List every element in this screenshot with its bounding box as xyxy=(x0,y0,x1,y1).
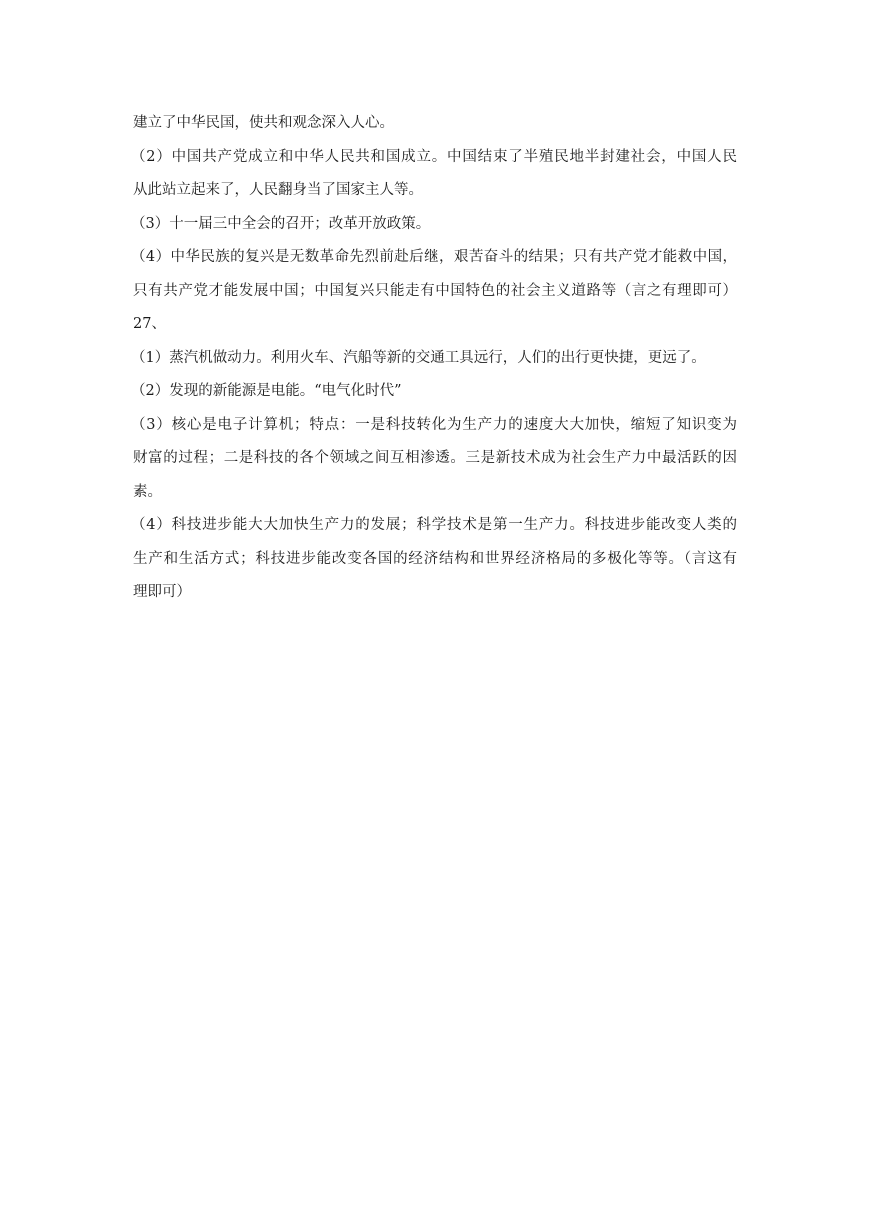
q26-part2-line1: （2）中国共产党成立和中华人民共和国成立。中国结束了半殖民地半封建社会，中国人民 xyxy=(131,148,737,165)
q27-part3-line3: 素。 xyxy=(133,483,162,500)
q27-part4-line1: （4）科技进步能大大加快生产力的发展；科学技术是第一生产力。科技进步能改变人类的 xyxy=(131,517,737,533)
answer-text-block xyxy=(133,109,737,612)
q27-number: 27、 xyxy=(133,316,166,332)
q27-part1: （1）蒸汽机做动力。利用火车、汽船等新的交通工具远行，人们的出行更快捷，更远了。 xyxy=(131,349,706,366)
q26-part2-line2: 从此站立起来了，人民翻身当了国家主人等。 xyxy=(133,182,423,198)
q27-part2: （2）发现的新能源是电能。“电气化时代” xyxy=(131,383,402,399)
q26-part1-tail: 建立了中华民国，使共和观念深入人心。 xyxy=(133,115,394,131)
q26-part3: （3）十一届三中全会的召开；改革开放政策。 xyxy=(131,215,431,232)
q26-part4-line1: （4）中华民族的复兴是无数革命先烈前赴后继，艰苦奋斗的结果；只有共产党才能救中国， xyxy=(131,249,737,265)
q27-part3-line2: 财富的过程；二是科技的各个领域之间互相渗透。三是新技术成为社会生产力中最活跃的因 xyxy=(133,450,737,466)
q27-part4-line2: 生产和生活方式；科技进步能改变各国的经济结构和世界经济格局的多极化等等。（言这有 xyxy=(133,550,737,567)
q26-part4-line2: 只有共产党才能发展中国；中国复兴只能走有中国特色的社会主义道路等（言之有理即可） xyxy=(133,282,737,299)
q27-part4-line3: 理即可） xyxy=(133,584,191,600)
q27-part3-line1: （3）核心是电子计算机；特点：一是科技转化为生产力的速度大大加快，缩短了知识变为 xyxy=(131,416,737,433)
